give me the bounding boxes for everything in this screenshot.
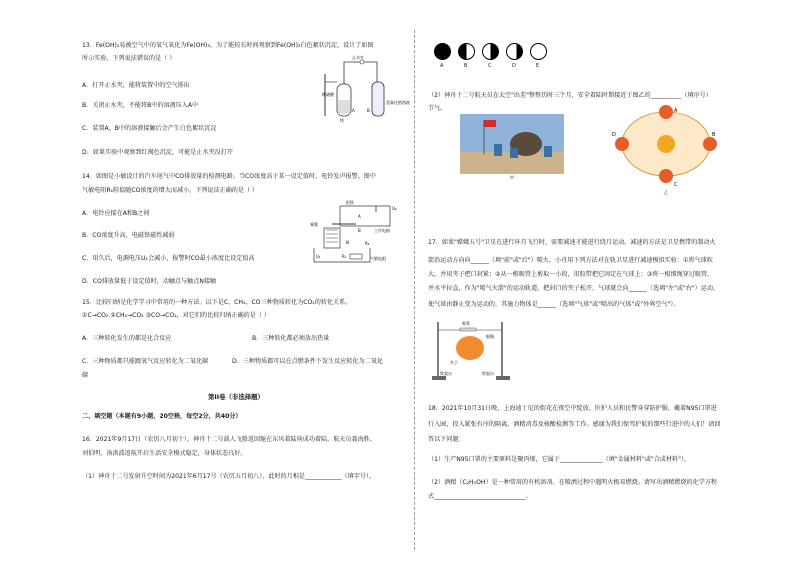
q13-stem-line2: 所示实验。下列说法错误的是（ ）: [82, 55, 176, 62]
orbit-label-b: B: [712, 132, 716, 138]
q13-fig-label-acid: 稀硫酸: [322, 92, 334, 97]
q16-sub1: （1）神舟十二号发射升空时间为2021年6月17号（农历五月初八），此时的月相是____________（填字号）。: [82, 473, 376, 480]
q13-option-b: B．关闭止水夹，不能将B中的溶液压入A中: [82, 102, 199, 109]
column-divider: [414, 30, 415, 550]
q14-stem-line2: 气敏电阻R₁阻值随CO浓度的增大而减小。下列说法正确的是（ ）: [82, 187, 259, 194]
q15-option-b: B．三种转化都必须放出热量: [252, 335, 330, 342]
q13-apparatus-figure: [322, 54, 410, 124]
q15-option-a: A．三种转化发生的都是化合反应: [82, 335, 172, 342]
q13-option-d: D．如果实验中观察到红褐色沉淀，可能是止水夹没打开: [82, 149, 233, 156]
q18-sub1: （1）生产N95口罩的主要原料是聚丙烯，它属于______________（填"金属材料"或"合成材料"）。: [428, 456, 691, 463]
q18-line2: 行入园，投入紧张有序的隔离、酒精消毒及核酸检测等工作。感谢为我们保驾护航的那些行进中的人们！请回: [428, 421, 721, 428]
q13-option-a: A．打开止水夹，能将装置中的空气排出: [82, 82, 190, 89]
q14-option-d: D．CO排放量低于设定值时，动触点与触点N接触: [82, 278, 217, 285]
q17-line5: 使气球由静止变为运动的，其施力物体是______（选填"气球"或"喷出的气体"或"外界空气"）。: [428, 301, 680, 308]
q16-stem-line2: 刘伯明、汤洪波返航开启生活安全模式稳定，身体状态良好。: [82, 450, 247, 457]
section-2-title: 第II卷（非选择题）: [208, 393, 264, 401]
q17-fig-label-straw: 吸管: [462, 321, 470, 326]
q14-stem-line1: 14．如图是小敏设计的汽车尾气中CO排放量的检测电路。当CO浓度高于某一设定值时，电铃发声报警。图中: [82, 173, 376, 180]
q13-stem-line1: 13．Fe(OH)₂易被空气中的氧气氧化为Fe(OH)₃，为了能较长时间观察到Fe(OH)₂白色絮状沉淀，设计了如图: [82, 42, 374, 49]
q17-line3: 大，并用夹子把口封紧；②从一根吸管上剪取一小段，用胶带把它固定在气球上；③将一根细绳穿过吸管，: [428, 271, 714, 278]
moon-phase-first-quarter: [458, 43, 475, 60]
moon-phase-gibbous: [506, 43, 523, 60]
q17-fig-label-stand-left: 铁架台: [440, 371, 452, 376]
q14-option-a: A．电铃应接在A和B之间: [82, 210, 150, 217]
q13-fig-label-clamp: 止水夹: [352, 55, 364, 60]
q15-option-d-cont: 碳: [82, 372, 89, 379]
section-2-heading: 二、填空题（本题有9小题，20空格，每空2分，共40分）: [82, 413, 242, 420]
q16-sub2-line1: （2）神舟十二号航天员在太空"出差"整整历时三个月，安全着陆时期接近于图乙的__________（填序号）: [428, 92, 712, 99]
moon-phase-full: [530, 43, 547, 60]
q18-line3: 答以下问题：: [428, 436, 465, 443]
q16-stem-line1: 16．2021年9月17日（农历八月初十），神舟十二号载人飞船返回舱在东风着陆场成功着陆，航天员聂海胜、: [82, 436, 376, 443]
orbit-caption: 乙: [664, 190, 668, 195]
q14-fig-label-armature: 衔铁: [346, 200, 354, 205]
q15-stem-line2: ①C→CO₂ ②CH₄→CO₂ ③CO→CO₂，对它们的比较归纳正确的是（ ）: [82, 312, 270, 319]
moon-phase-new: [434, 43, 451, 60]
q14-fig-label-r1: R₁: [342, 254, 347, 259]
moon-label-b: B: [464, 63, 468, 69]
q13-option-c: C．装置A、B中的溶液接触后会产生白色絮状沉淀: [82, 125, 217, 132]
q14-fig-label-n: N: [346, 240, 349, 245]
landing-photo-figure: [460, 114, 564, 180]
q14-option-b: B．CO浓度升高，电磁铁磁性减弱: [82, 232, 175, 239]
q13-fig-label-b: B: [367, 108, 370, 113]
q14-fig-label-gas-resistor: 气敏电阻: [370, 256, 386, 261]
q14-fig-label-u1: U₁: [316, 254, 321, 259]
q14-option-c: C．用久后，电源电压U₁会减小，报警时CO最小浓度比设定值高: [82, 255, 255, 262]
q14-fig-label-b: B: [358, 228, 361, 233]
q17-fig-label-stand-right: 铁架台: [482, 371, 494, 376]
q18-line1: 18．2021年10月31日晚，上海迪士尼的街花在夜空中绽放。医护人员和民警身穿防护服，戴着N95口罩进: [428, 405, 717, 412]
moon-phase-last-quarter: [482, 43, 499, 60]
orbit-label-a: A: [674, 108, 678, 114]
moon-label-c: C: [488, 63, 492, 69]
q16-sub2-line2: 节气。: [428, 105, 447, 112]
q17-line2: 箭沿运动方向向______（填"前"或"后"）喷火。小舟用下列方法对在轨卫星进行减速模拟实验：①将气球吹: [428, 257, 713, 264]
q17-line1: 17．如果"嫦娥五号"卫星在进行环月飞行时，需要减速才能进行绕月运动。减速的方法是卫星携带的制动火: [428, 239, 716, 246]
q14-fig-label-u2: U₂: [392, 206, 397, 211]
q18-sub2: （2）酒精（C₂H₅OH）是一种常用的有机溶剂。在喷洒过程中遇明火极易燃烧。请写出酒精燃烧的化学方程: [428, 479, 718, 486]
q14-fig-label-a: A: [358, 214, 361, 219]
q15-option-c: C．三种物质都只能跟氧气反应转化为二氧化碳: [82, 358, 209, 365]
orbit-label-c: C: [674, 182, 678, 188]
q17-fig-label-clip: 夹子: [450, 360, 458, 365]
q17-balloon-figure: [430, 318, 510, 386]
q14-fig-label-work-circuit: 工作电路: [374, 228, 390, 233]
q14-circuit-figure: [310, 198, 404, 266]
q13-fig-label-naoh: 氢氧化钠溶液: [386, 100, 410, 105]
moon-label-e: E: [536, 63, 540, 69]
moon-label-d: D: [512, 63, 516, 69]
q14-fig-label-spring: 弹簧: [310, 222, 318, 227]
orbit-label-d: D: [612, 132, 616, 138]
q17-fig-label-string: 细绳: [486, 334, 494, 339]
q15-stem-line1: 15．比较归纳是化学学习中常用的一种方法。以下是C、CH₄、CO三种物质转化为CO₂的转化关系，: [82, 299, 352, 306]
q18-sub3: 式______________________________。: [428, 493, 532, 500]
q15-option-d: D．三种物质都可以在点燃条件下发生反应转化为二氧化: [232, 358, 383, 365]
q17-line4: 并水平拉直，作为"喷气火箭"的运动轨道，把封口的夹子松开，气球就会向______（选填"左"或"右"）运动，: [428, 285, 720, 292]
q13-fig-label-iron: 铁: [340, 118, 344, 123]
q14-fig-label-r2: R₂: [365, 241, 370, 246]
earth-orbit-figure: [608, 100, 724, 196]
moon-label-a: A: [440, 63, 444, 69]
photo-caption: 甲: [510, 175, 514, 180]
q13-fig-label-a: A: [352, 108, 355, 113]
